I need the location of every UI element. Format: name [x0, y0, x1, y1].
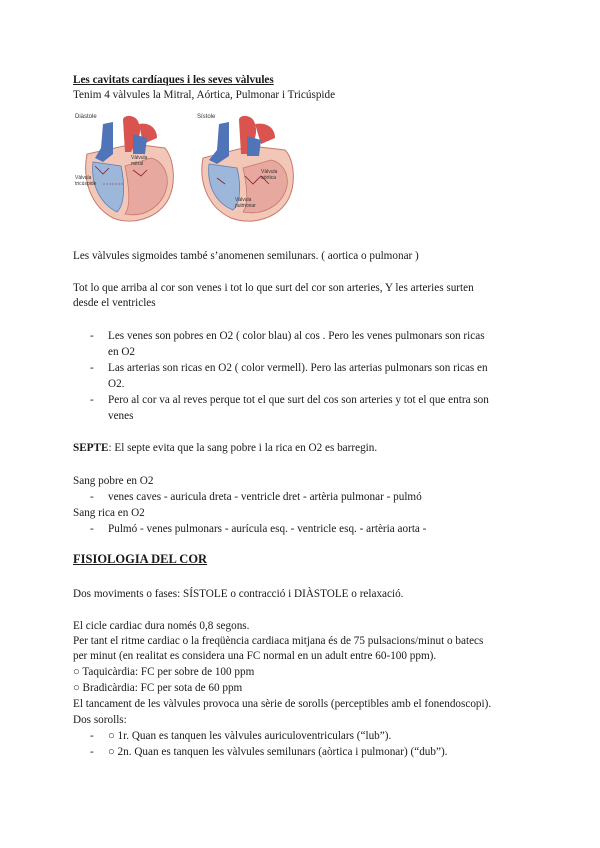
septe-text: : El septe evita que la sang pobre i la rica en O2 es barregin.	[108, 442, 378, 454]
septe-label: SEPTE	[73, 442, 109, 454]
sound-dub-item: ○ 2n. Quan es tanquen les vàlvules semilunars (aòrtica i pulmonar) (“dub”).	[108, 746, 448, 758]
arteries-text-line1: Tot lo que arriba al cor son venes i tot lo que surt del cor son arteries, Y les arteries surten	[73, 282, 474, 294]
sang-rica-path: Pulmó - venes pulmonars - aurícula esq. - ventricle esq. - artèria aorta -	[108, 523, 427, 535]
fisiologia-heading: FISIOLOGIA DEL COR	[73, 552, 208, 566]
phases-text: Dos moviments o fases: SÍSTOLE o contracció i DIÀSTOLE o relaxació.	[73, 588, 404, 600]
heart-diastole-illustration	[73, 114, 185, 228]
semilunars-text: Les vàlvules sigmoides també s’anomenen semilunars. ( aortica o pulmonar )	[73, 250, 419, 262]
bradycardia-text: ○ Bradicàrdia: FC per sota de 60 ppm	[73, 682, 243, 694]
list-item-veins-line1: Les venes son pobres en O2 ( color blau) al cos . Pero les venes pulmonars son ricas	[108, 330, 485, 342]
list-bullet: -	[90, 491, 94, 503]
list-bullet: -	[90, 523, 94, 535]
list-bullet: -	[90, 330, 94, 342]
rhythm-text-line1: Per tant el ritme cardiac o la freqüència cardiaca mitjana és de 75 pulsacions/minut o batecs	[73, 635, 484, 647]
arteries-text-line2: desde el ventricles	[73, 297, 156, 309]
two-sounds-label: Dos sorolls:	[73, 714, 127, 726]
tachycardia-text: ○ Taquicàrdia: FC per sobre de 100 ppm	[73, 666, 255, 678]
list-item-veins-line2: en O2	[108, 346, 136, 358]
valve-closure-text: El tancament de les vàlvules provoca una sèrie de sorolls (perceptibles amb el fonendoscopi).	[73, 698, 492, 710]
list-bullet: -	[90, 362, 94, 374]
heart-systole-illustration	[195, 114, 307, 228]
heart-diastole-figure	[73, 114, 185, 228]
intro-text: Tenim 4 vàlvules la Mitral, Aórtica, Pulmonar i Tricúspide	[73, 89, 336, 101]
sound-lub-item: ○ 1r. Quan es tanquen les vàlvules auriculoventriculars (“lub”).	[108, 730, 392, 742]
list-bullet: -	[90, 394, 94, 406]
list-bullet: -	[90, 730, 94, 742]
list-item-heart-line1: Pero al cor va al reves perque tot el que surt del cos son arteries y tot el que entra son	[108, 394, 489, 406]
list-item-heart-line2: venes	[108, 410, 134, 422]
section-title: Les cavitats cardíaques i les seves vàlvules	[73, 74, 274, 86]
sang-rica-label: Sang rica en O2	[73, 507, 145, 519]
diastole-label: Diàstole	[75, 114, 97, 120]
tricuspid-annotation: Vàlvula tricúspide	[75, 175, 97, 187]
pulmonary-annotation: Vàlvula pulmonar	[235, 197, 256, 209]
mitral-annotation: Vàlvula mitral	[131, 155, 148, 167]
heart-systole-figure	[195, 114, 307, 228]
list-item-arteries-line2: O2.	[108, 378, 125, 390]
list-item-arteries-line1: Las arterias son ricas en O2 ( color vermell). Pero las arterias pulmonars son ricas en	[108, 362, 488, 374]
sang-pobre-label: Sang pobre en O2	[73, 475, 154, 487]
sang-pobre-path: venes caves - auricula dreta - ventricle dret - artèria pulmonar - pulmó	[108, 491, 422, 503]
cycle-text: El cicle cardiac dura només 0,8 segons.	[73, 620, 250, 632]
list-bullet: -	[90, 746, 94, 758]
systole-label: Sístole	[197, 114, 216, 120]
septe-paragraph	[73, 441, 377, 455]
rhythm-text-line2: per minut (en realitat es considera una FC normal en un adult entre 60-100 ppm).	[73, 650, 437, 662]
aortic-annotation: Vàlvula aòrtica	[261, 169, 278, 181]
